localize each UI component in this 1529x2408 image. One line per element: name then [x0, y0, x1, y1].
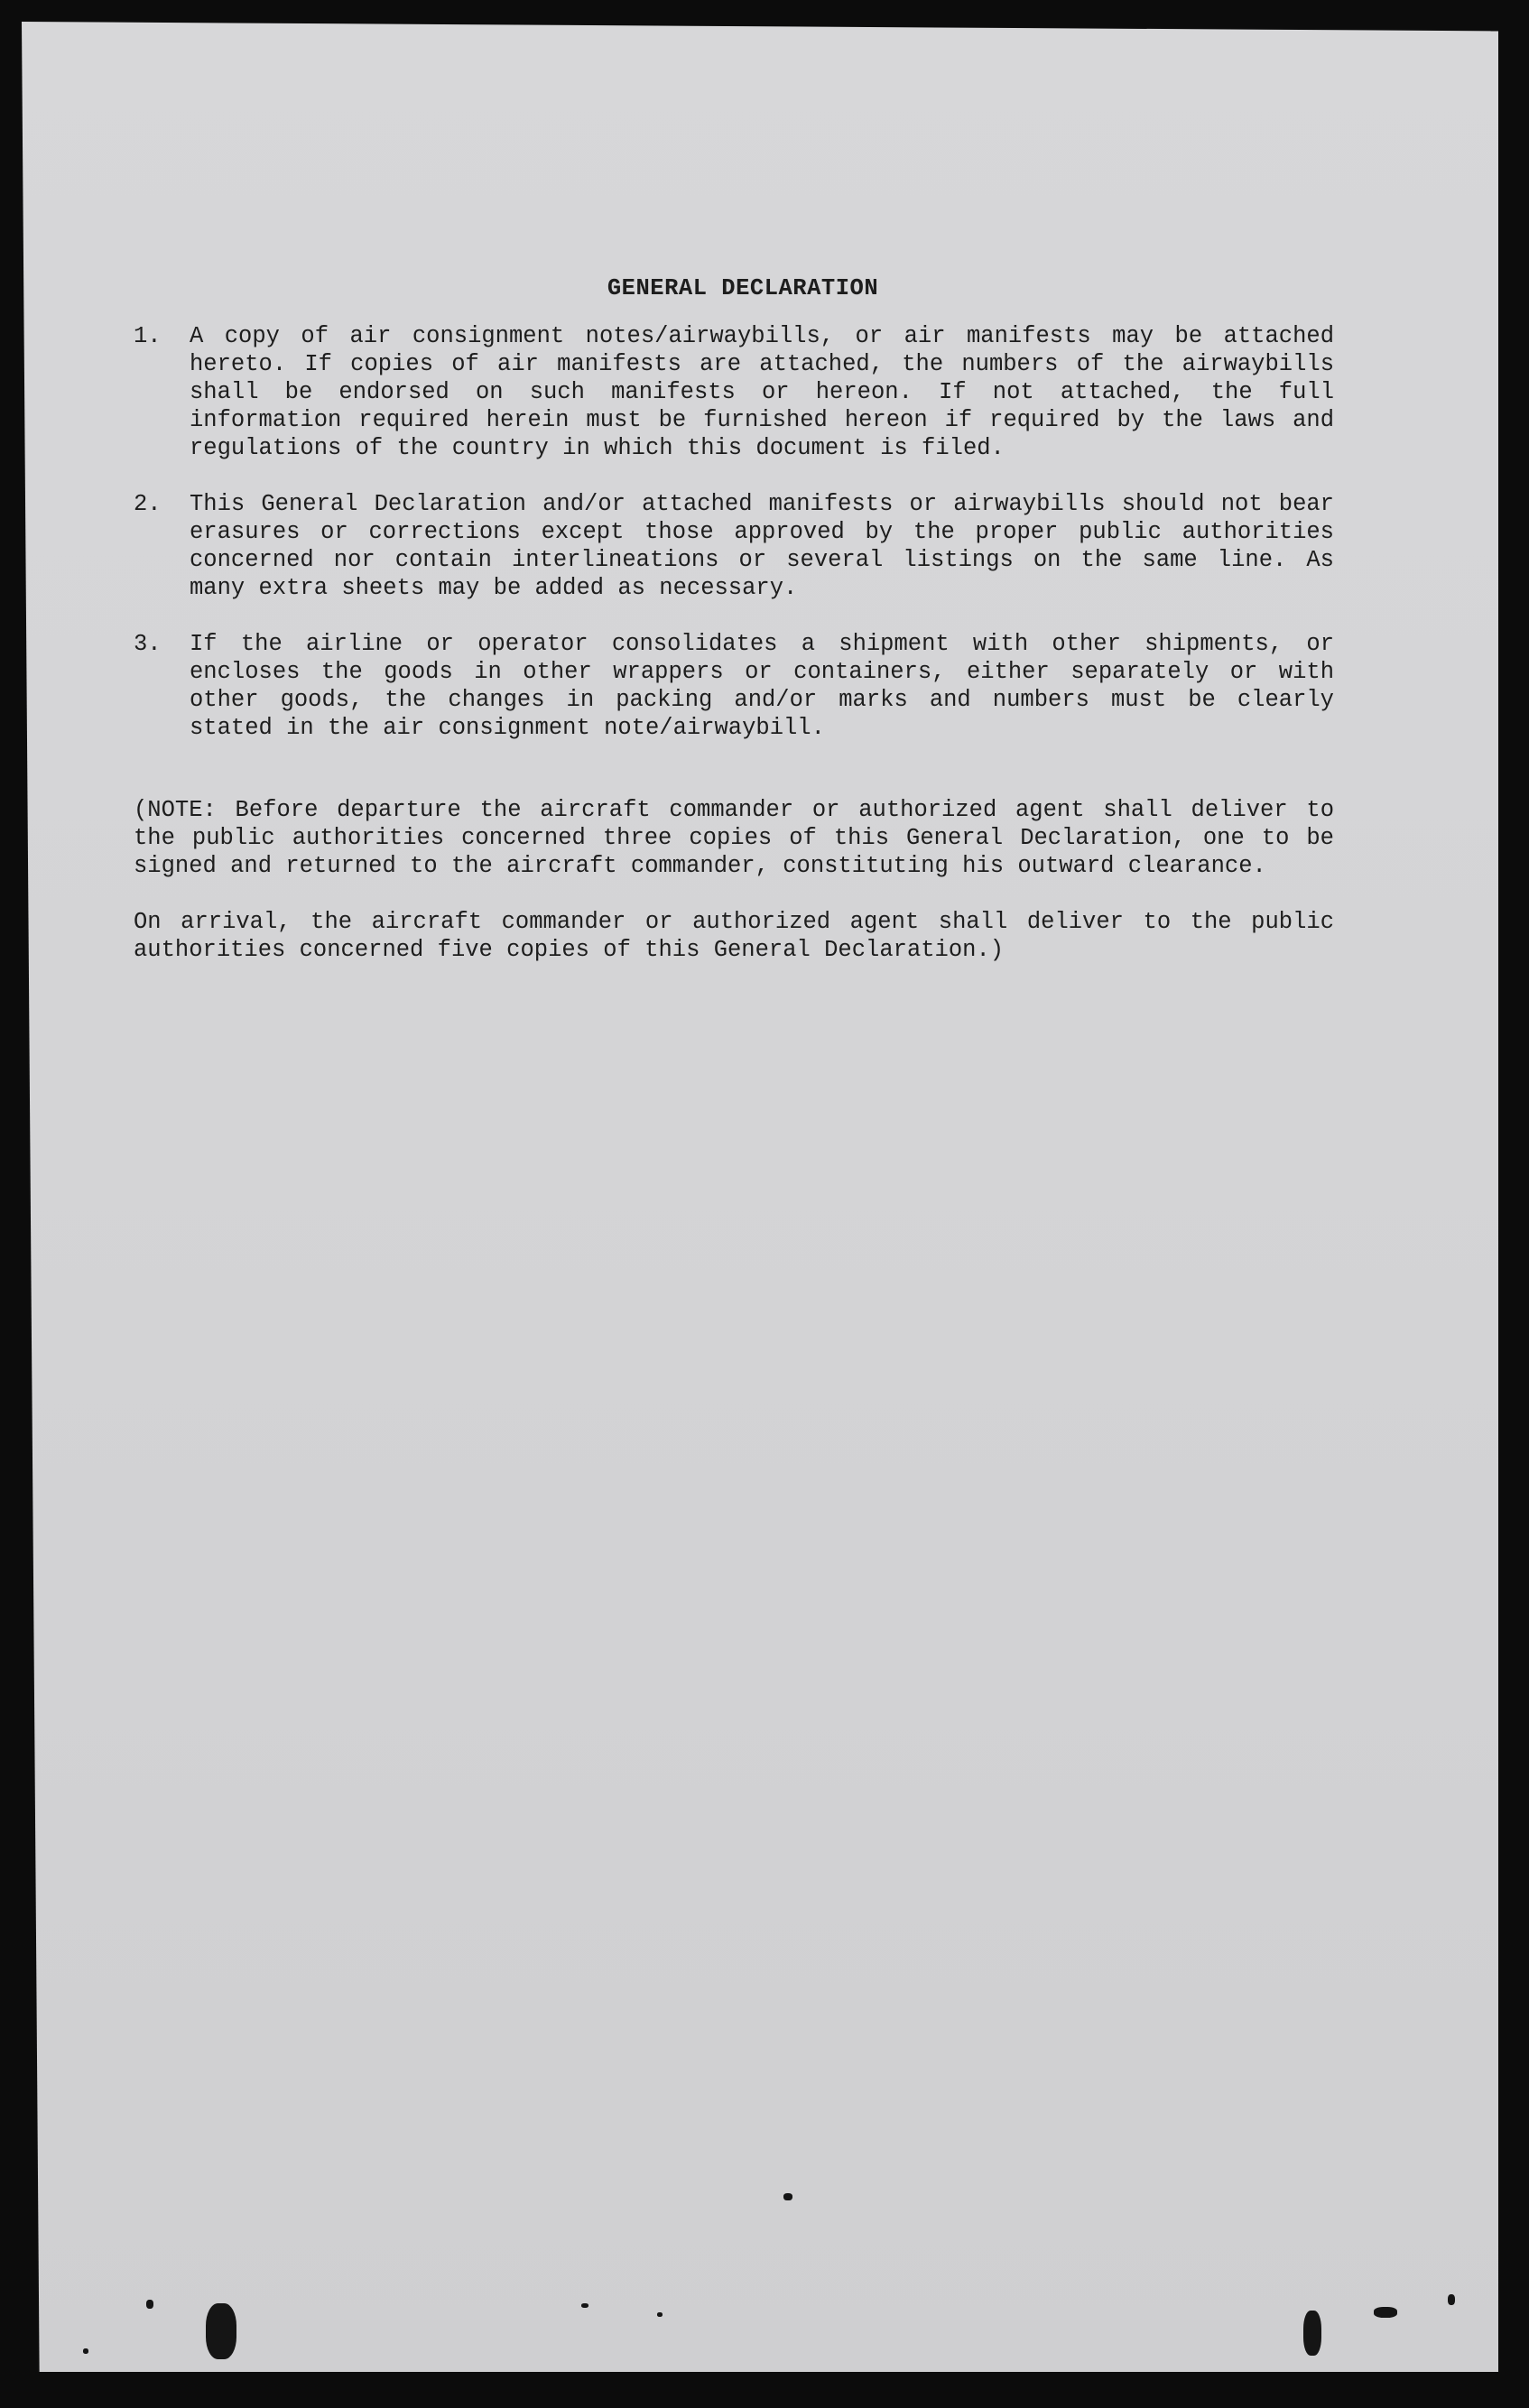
- document-title: GENERAL DECLARATION: [607, 275, 879, 301]
- scan-artifact: [83, 2348, 88, 2354]
- scan-artifact: [783, 2193, 792, 2200]
- arrival-note: On arrival, the aircraft commander or authorized agent shall deliver to the public authorities concerned five copies of this General Declaration.): [134, 909, 1334, 963]
- show-through-bleed: [794, 2148, 810, 2210]
- document-body: [134, 274, 1334, 964]
- scan-artifact: [1448, 2294, 1455, 2305]
- faint-date-stamp: [1101, 1309, 1112, 1339]
- departure-note: (NOTE: Before departure the aircraft commander or authorized agent shall deliver to the public authorities concerned three copies of this General Declaration, one to be signed and returned to the aircraft commander, constituting his outward clearance.: [134, 797, 1334, 879]
- scan-artifact: [146, 2300, 153, 2309]
- instruction-item-1: [134, 322, 1334, 462]
- scan-artifact: [206, 2303, 236, 2359]
- scan-artifact: [1374, 2307, 1397, 2318]
- scan-artifact: [1303, 2311, 1321, 2356]
- item-number: 1.: [134, 323, 162, 349]
- item-number: 2.: [134, 491, 162, 517]
- item-text: A copy of air consignment notes/airwaybills, or air manifests may be attached hereto. If copies of air manifests are attached, the numbers of the airwaybills shall be endorsed on such manifests or hereon. If not attached, the full information required herein must be furnished hereon if required by the laws and regulations of the country in which this document is filed.: [190, 323, 1334, 461]
- item-text: If the airline or operator consolidates a shipment with other shipments, or encloses the goods in other wrappers or containers, either separately or with other goods, the changes in packing and/or marks and numbers must be clearly stated in the air consignment note/airwaybill.: [190, 631, 1334, 741]
- scan-artifact: [657, 2312, 663, 2317]
- item-number: 3.: [134, 631, 162, 657]
- scan-artifact: [581, 2303, 588, 2308]
- item-text: This General Declaration and/or attached manifests or airwaybills should not bear erasures or corrections except those approved by the proper public authorities concerned nor contain interlineations or several listings on the same line. As many extra sheets may be added as necessary.: [190, 491, 1334, 601]
- instruction-item-2: [134, 490, 1334, 602]
- instruction-item-3: [134, 630, 1334, 742]
